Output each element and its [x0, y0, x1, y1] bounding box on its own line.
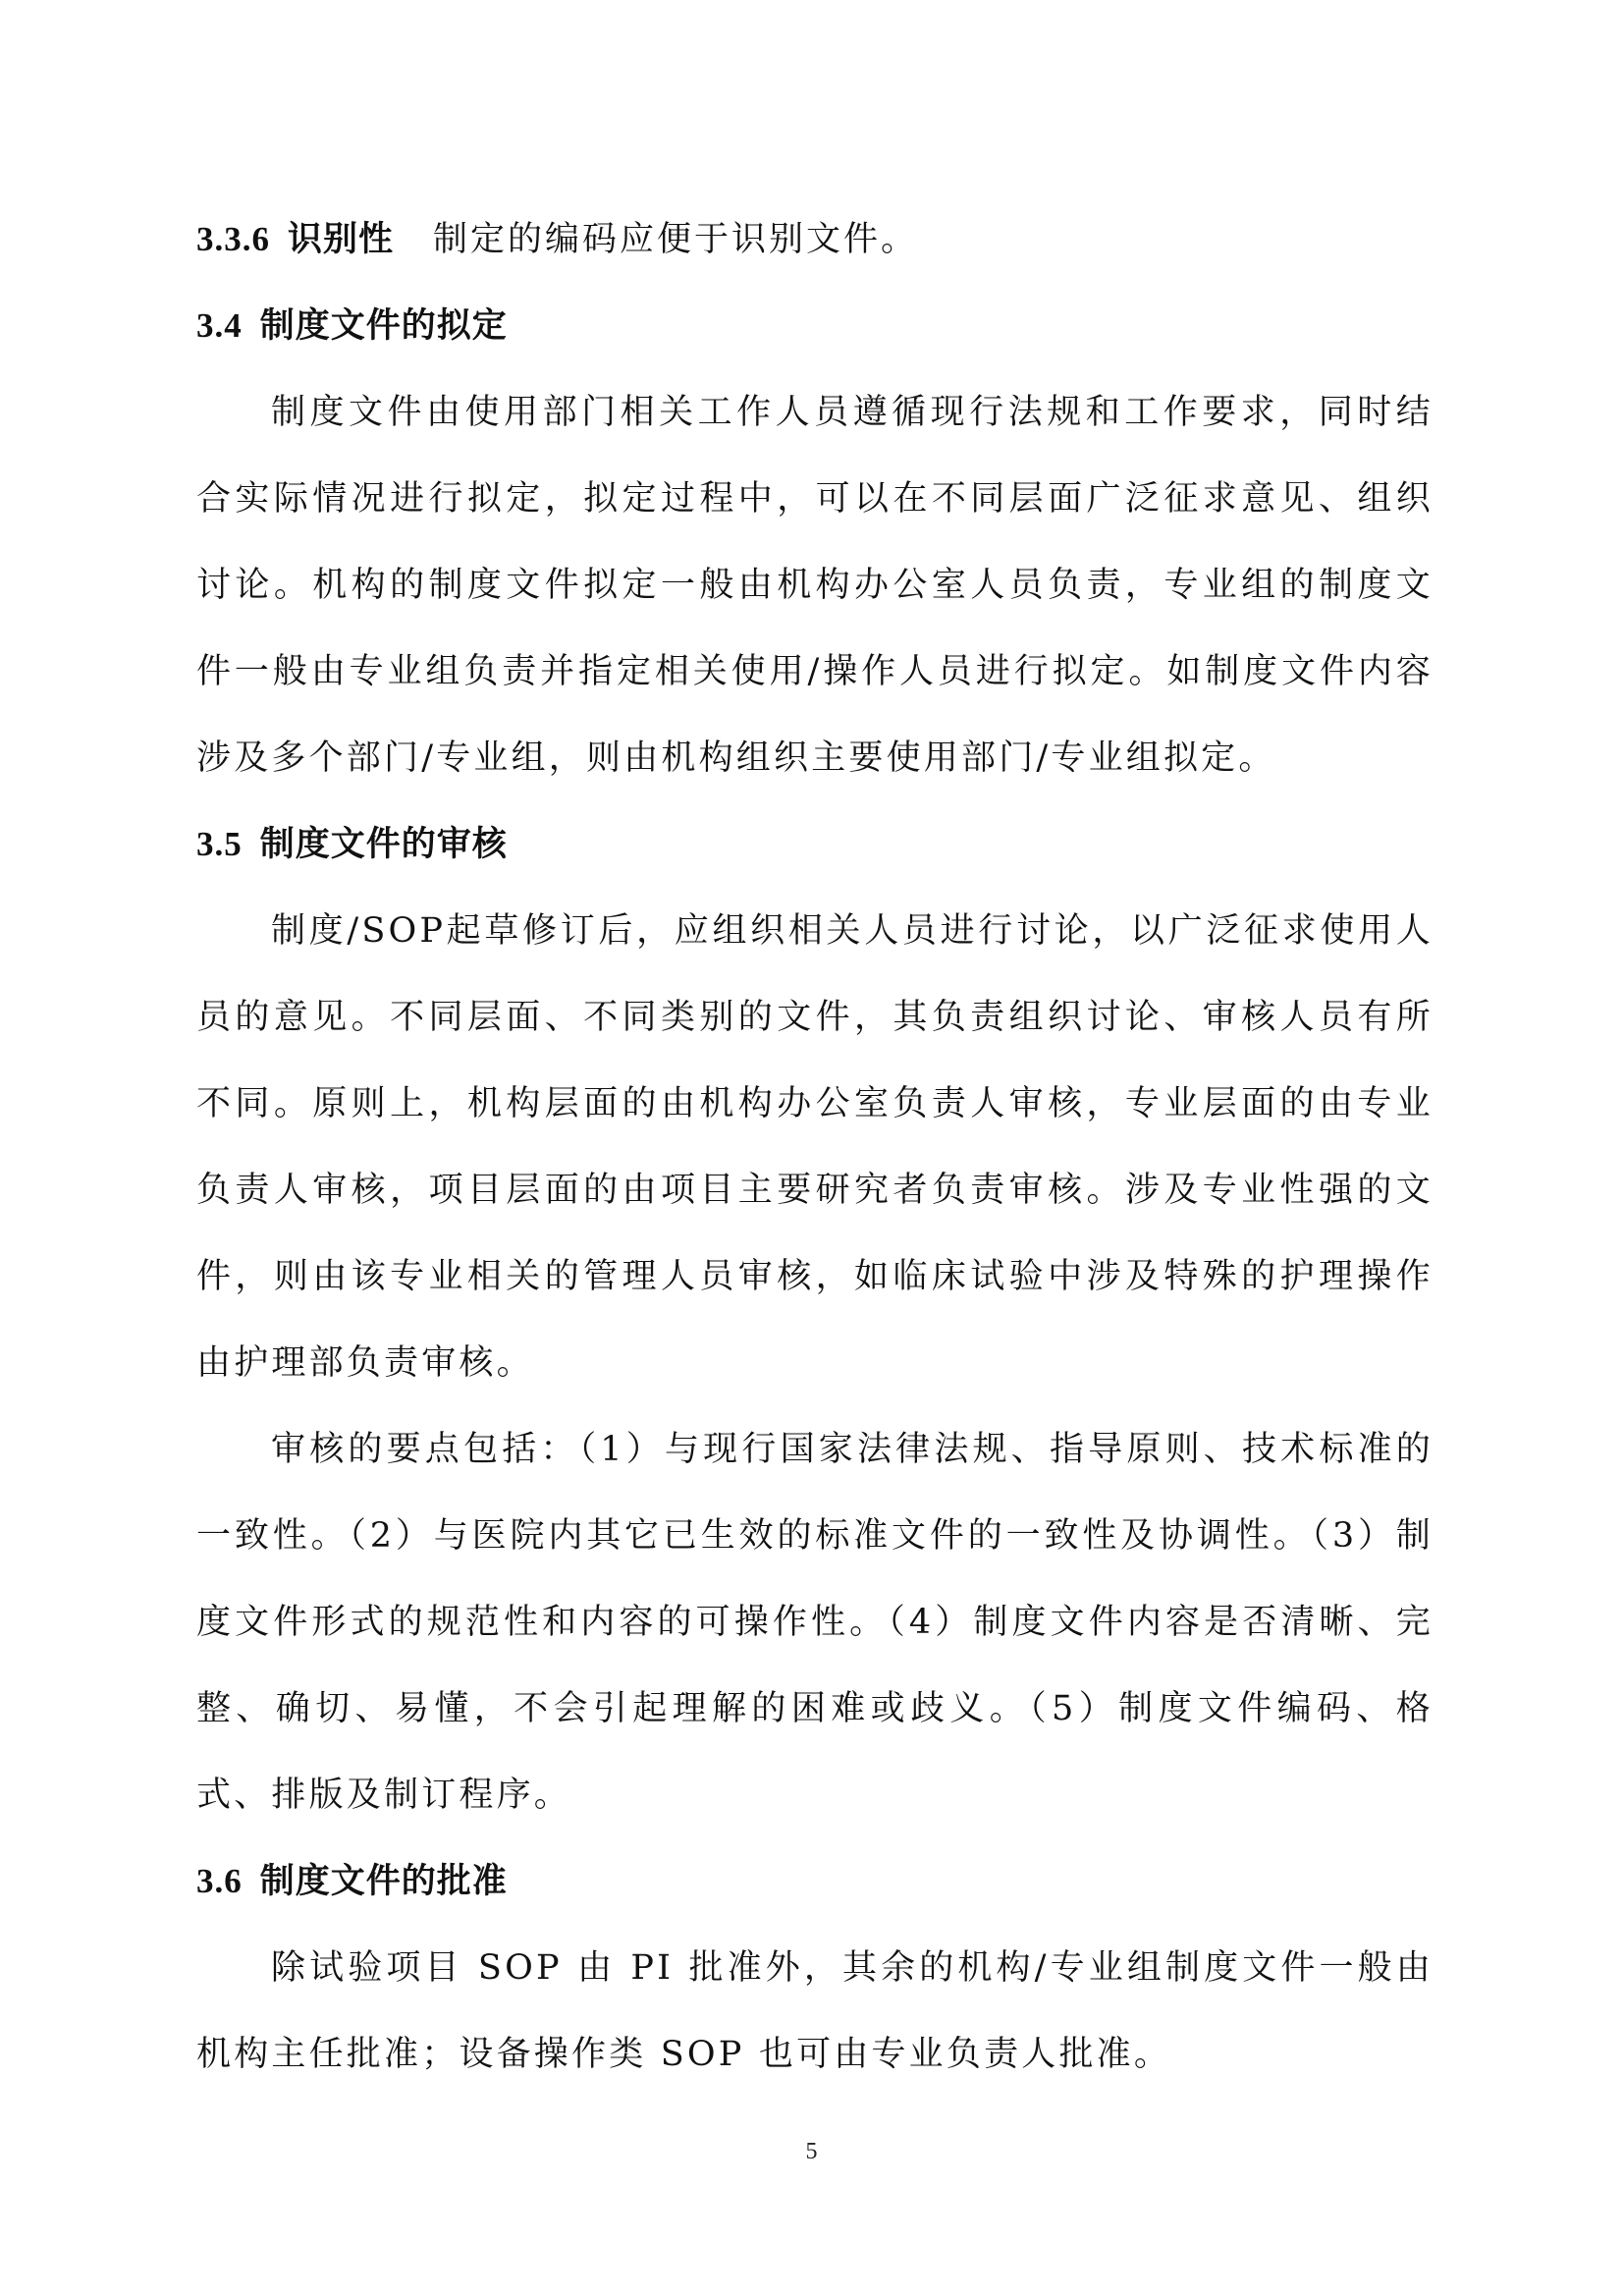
section-number: 3.6 [196, 1862, 243, 1900]
section-title: 制度文件的审核 [259, 824, 508, 864]
section-3-6-paragraph-1: 除试验项目 SOP 由 PI 批准外，其余的机构/专业组制度文件一般由机构主任批准；设备操作类 SOP 也可由专业负责人批准。 [196, 1948, 1434, 2074]
section-3-5-paragraph-1: 制度/SOP起草修订后，应组织相关人员进行讨论，以广泛征求使用人员的意见。不同层面、不同类别的文件，其负责组织讨论、审核人员有所不同。原则上，机构层面的由机构办公室负责人审核，专业层面的由专业负责人审核，项目层面的由项目主要研究者负责审核。涉及专业性强的文件，则由该专业相关的管理人员审核，如临床试验中涉及特殊的护理操作由护理部负责审核。 [196, 911, 1434, 1383]
section-3-4-paragraph-1: 制度文件由使用部门相关工作人员遵循现行法规和工作要求，同时结合实际情况进行拟定，拟定过程中，可以在不同层面广泛征求意见、组织讨论。机构的制度文件拟定一般由机构办公室人员负责，专业组的制度文件一般由专业组负责并指定相关使用/操作人员进行拟定。如制度文件内容涉及多个部门/专业组，则由机构组织主要使用部门/专业组拟定。 [196, 393, 1434, 778]
section-number: 3.4 [196, 306, 243, 345]
section-3-6-heading [196, 1838, 1434, 1925]
section-3-5-paragraph-2: 审核的要点包括：（1）与现行国家法律法规、指导原则、技术标准的一致性。（2）与医院内其它已生效的标准文件的一致性及协调性。（3）制度文件形式的规范性和内容的可操作性。（4）制度文件内容是否清晰、完整、确切、易懂，不会引起理解的困难或歧义。（5）制度文件编码、格式、排版及制订程序。 [196, 1430, 1434, 1815]
section-title: 制度文件的批准 [259, 1861, 508, 1901]
section-number: 3.3.6 [196, 220, 270, 258]
section-title: 制度文件的拟定 [259, 305, 508, 346]
page-number: 5 [805, 2139, 818, 2164]
document-page [196, 196, 1434, 2098]
section-3-4-heading [196, 283, 1434, 369]
section-body-text: 制定的编码应便于识别文件。 [433, 220, 919, 259]
section-title: 识别性 [288, 219, 395, 259]
section-number: 3.5 [196, 825, 243, 863]
section-3-3-6-heading [196, 196, 1434, 283]
section-3-5-heading [196, 801, 1434, 888]
